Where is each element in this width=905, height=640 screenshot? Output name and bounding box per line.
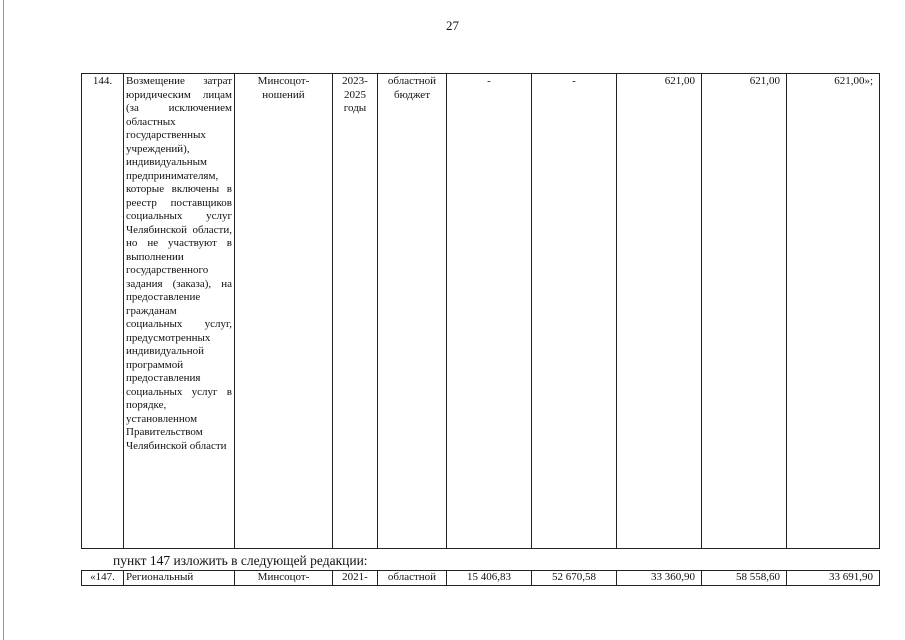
funding-source: областной бюджет	[378, 74, 447, 549]
value-4: 58 558,60	[702, 571, 787, 586]
funding-source: областной	[378, 571, 447, 586]
row-number: «147.	[82, 571, 124, 586]
period: 2021-	[333, 571, 378, 586]
program-table-continued	[81, 570, 880, 586]
executor: Минсоцот-	[235, 571, 333, 586]
value-5: 621,00»;	[787, 74, 880, 549]
value-2: 52 670,58	[532, 571, 617, 586]
page-number: 27	[446, 18, 459, 33]
table-row-147	[82, 571, 880, 586]
amendment-instruction: пункт 147 изложить в следующей редакции:	[113, 553, 368, 568]
value-1: -	[447, 74, 532, 549]
value-4: 621,00	[702, 74, 787, 549]
value-1: 15 406,83	[447, 571, 532, 586]
row-number: 144.	[82, 74, 124, 549]
measure-description: Региональный	[124, 571, 235, 586]
measure-description: Возмещение затрат юридическим лицам (за исключением областных государственных учреждений), индивидуальным предпринимателям, которые включены в реестр поставщиков социальных услуг Челябинской области, но не участвуют в выполнении государственного задания (заказа), на предоставление гражданам социальных услуг, предусмотренных индивидуальной программой предоставления социальных услуг в порядке, установленном Правительством Челябинской области	[124, 74, 235, 549]
value-3: 33 360,90	[617, 571, 702, 586]
value-3: 621,00	[617, 74, 702, 549]
executor: Минсоцот-ношений	[235, 74, 333, 549]
page-left-edge	[3, 0, 4, 640]
period: 2023-2025 годы	[333, 74, 378, 549]
program-table	[81, 73, 880, 549]
table-row-144	[82, 74, 880, 549]
value-5: 33 691,90	[787, 571, 880, 586]
value-2: -	[532, 74, 617, 549]
